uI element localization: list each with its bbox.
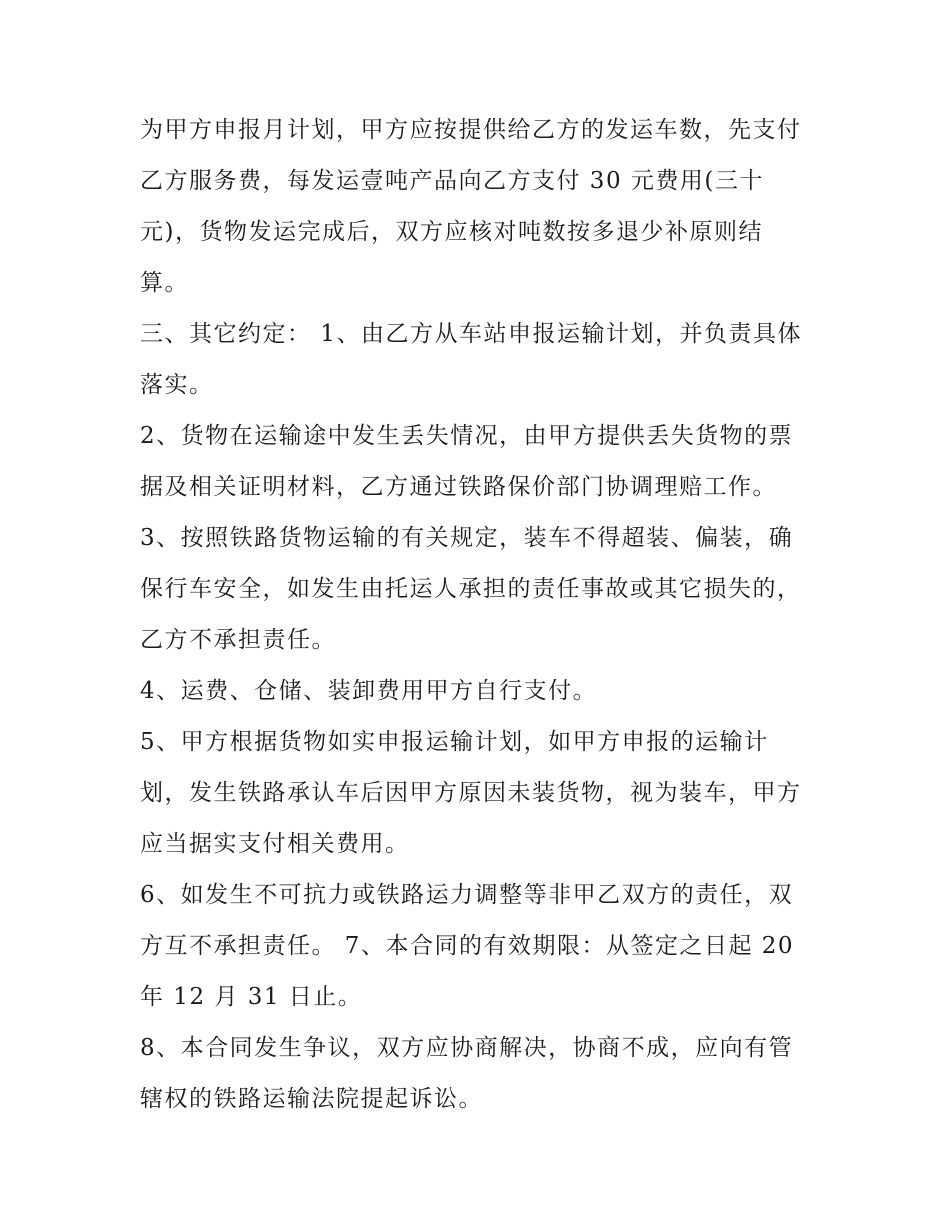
text-line: 为甲方申报月计划，甲方应按提供给乙方的发运车数，先支付 [140,117,802,143]
text-line: 应当据实支付相关费用。 [140,831,410,857]
text-line: 乙方服务费，每发运壹吨产品向乙方支付 30 元费用(三十 [140,168,764,194]
text-line: 据及相关证明材料，乙方通过铁路保价部门协调理赔工作。 [140,474,777,500]
text-line: 元)，货物发运完成后，双方应核对吨数按多退少补原则结 [140,219,763,245]
text-line: 划，发生铁路承认车后因甲方原因未装货物，视为装车，甲方 [140,780,802,806]
text-line: 3、按照铁路货物运输的有关规定，装车不得超装、偏装，确 [140,525,794,551]
text-line: 2、货物在运输途中发生丢失情况，由甲方提供丢失货物的票 [140,423,794,449]
contract-text [140,105,830,1125]
text-line: 方互不承担责任。 7、本合同的有效期限：从签定之日起 20 [140,933,795,959]
text-line: 辖权的铁路运输法院提起诉讼。 [140,1086,483,1112]
text-line: 算。 [140,270,189,296]
text-line: 4、运费、仓储、装卸费用甲方自行支付。 [140,678,598,704]
text-line: 三、其它约定： 1、由乙方从车站申报运输计划，并负责具体 [140,321,802,347]
text-line: 5、甲方根据货物如实申报运输计划，如甲方申报的运输计 [140,729,769,755]
text-line: 落实。 [140,372,214,398]
text-line: 6、如发生不可抗力或铁路运力调整等非甲乙双方的责任，双 [140,882,794,908]
text-line: 8、本合同发生争议，双方应协商解决，协商不成，应向有管 [140,1035,794,1061]
text-line: 保行车安全，如发生由托运人承担的责任事故或其它损失的， [140,576,802,602]
text-line: 乙方不承担责任。 [140,627,336,653]
text-line: 年 12 月 31 日止。 [140,984,363,1010]
